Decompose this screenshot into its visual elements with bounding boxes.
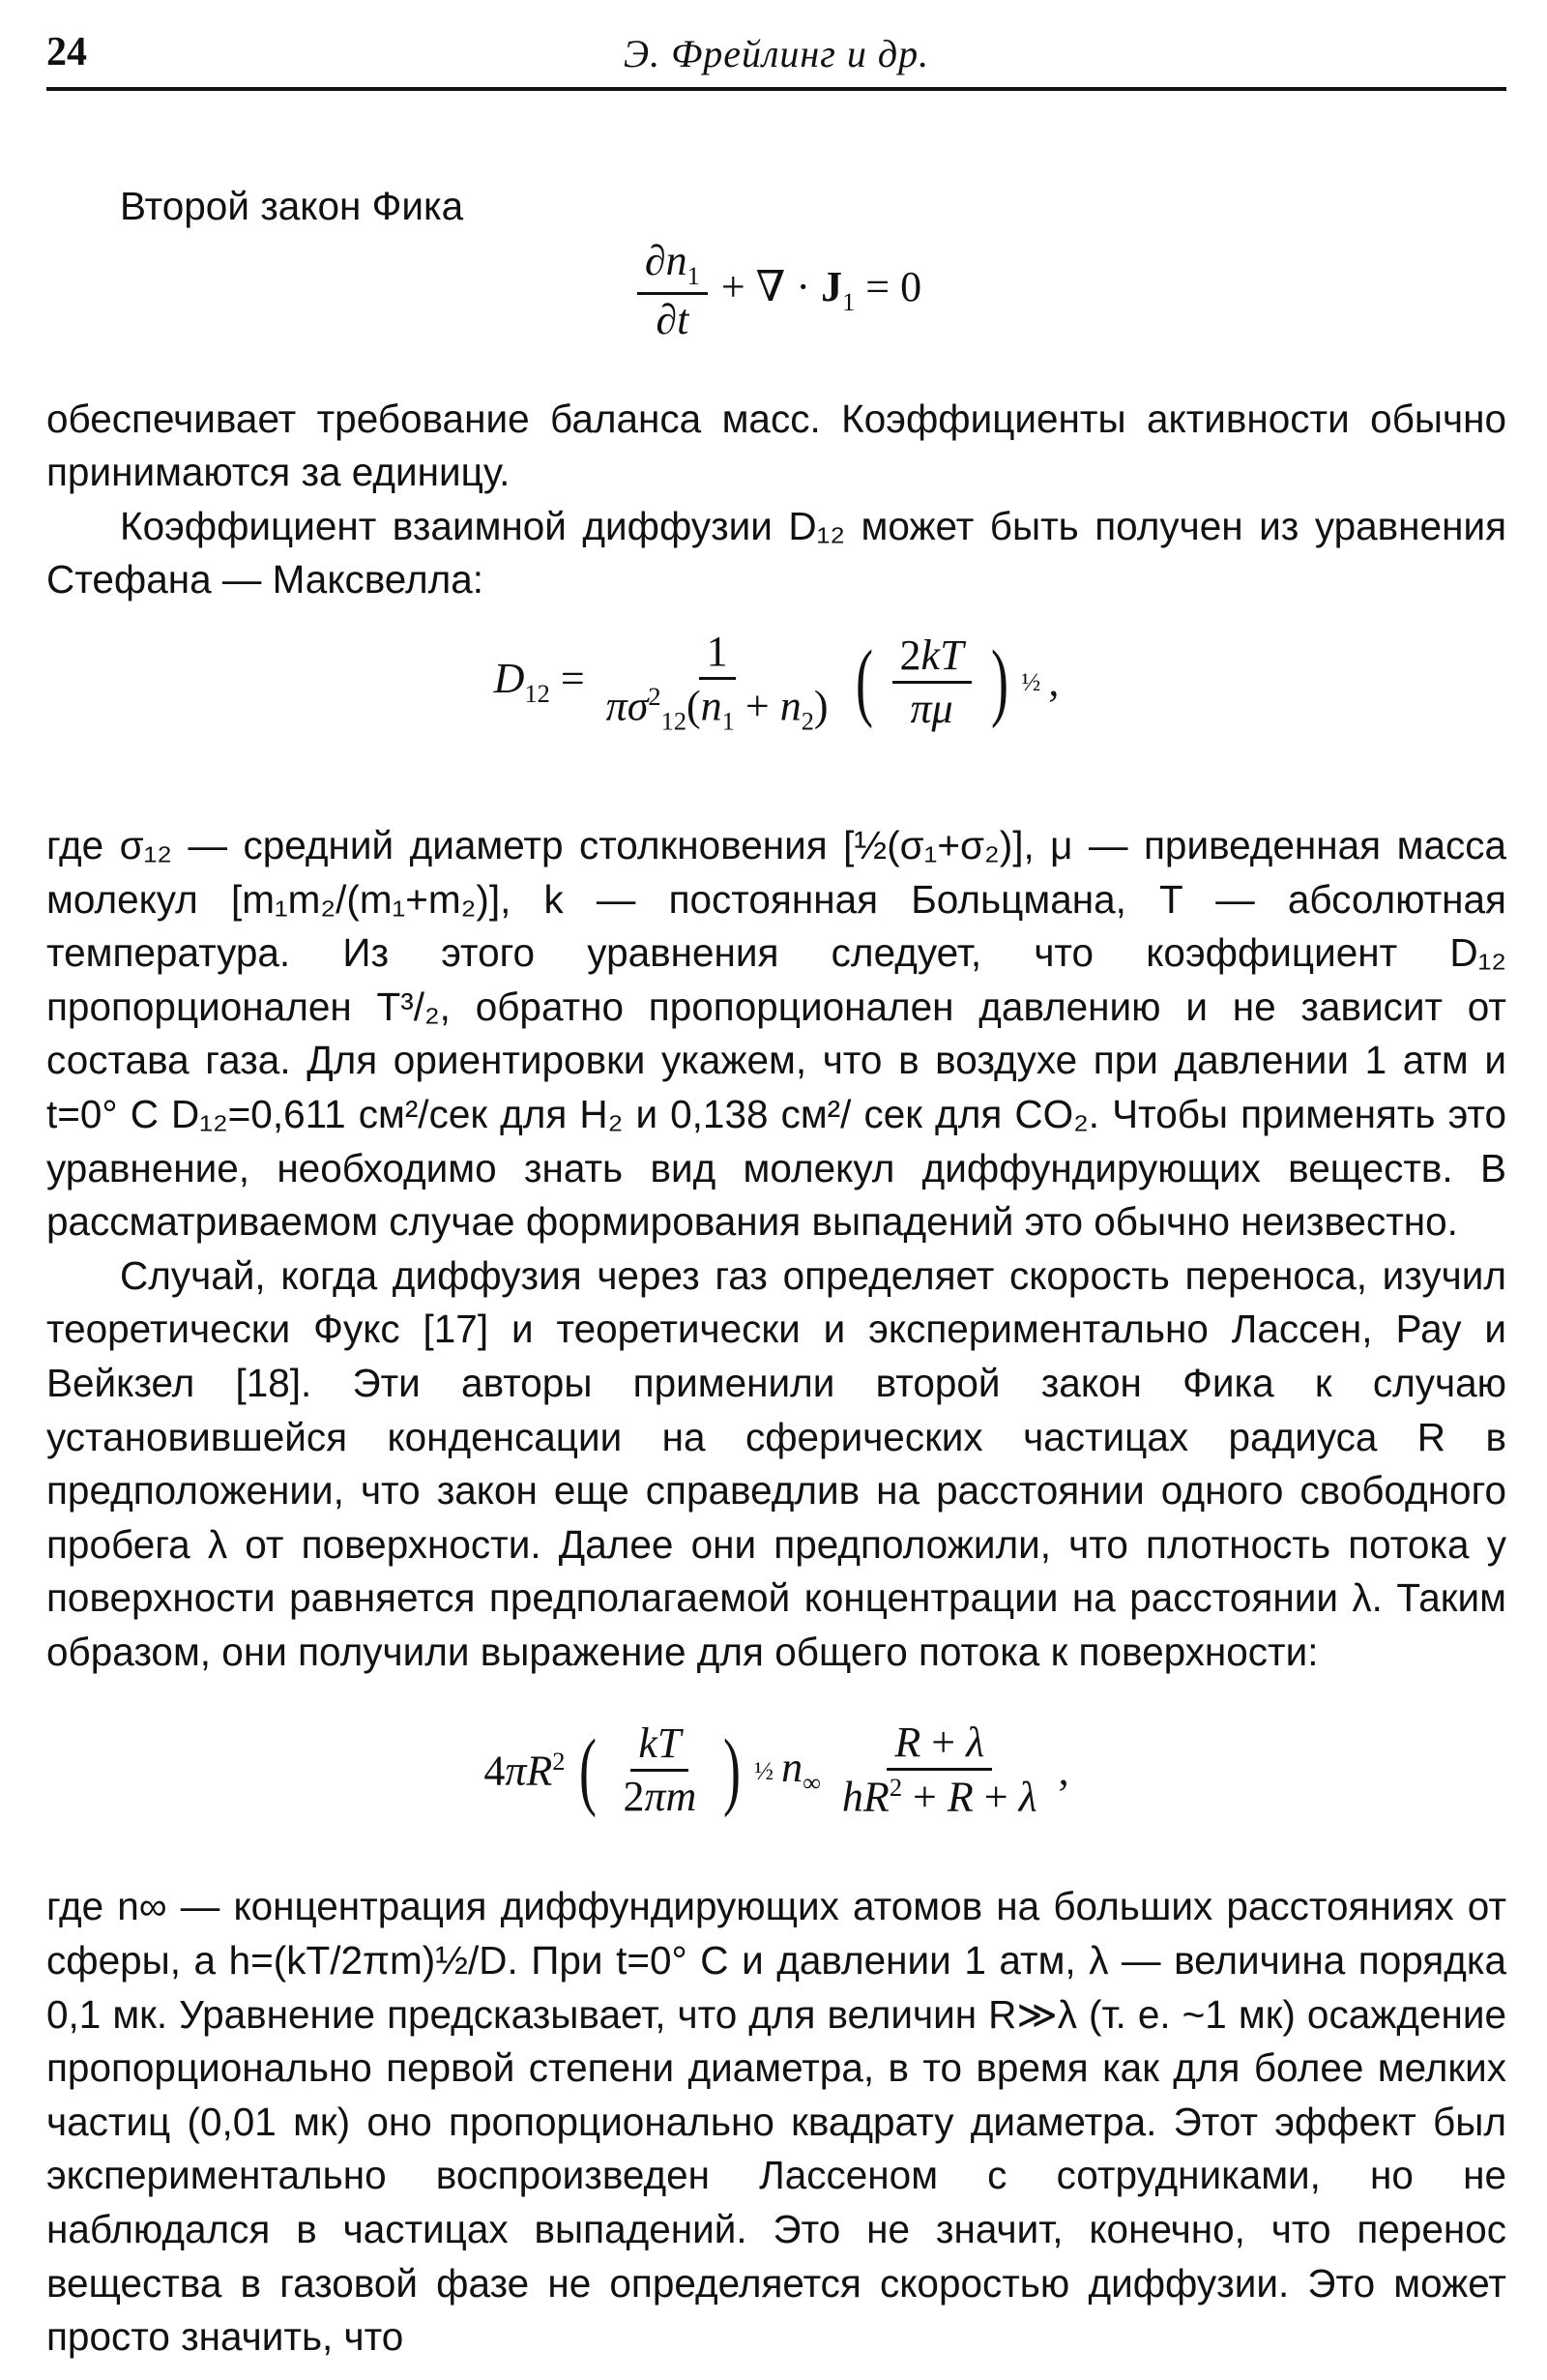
equation-diffusion-coefficient: $D_{12}$ = $\frac{1}{\pi\sigma^2_{12}(n_1 + n_2)}$ ( $\frac{2kT}{\pi\mu}$ ) ½ ,: [493, 627, 1060, 736]
running-title: Э. Фрейлинг и др.: [623, 32, 930, 75]
page-number: 24: [46, 30, 87, 74]
paragraph-1: обеспечивает требование баланса масс. Коэффициенты активности обычно принимаются за единицу.: [46, 396, 1506, 495]
paragraph-5: где n∞ — концентрация диффундирующих атомов на больших расстояниях от сферы, а h=(kT/2πm)½/D. При t=0° C и давлении 1 атм, λ — величина порядка 0,1 мк. Уравнение предсказывает, что для величин R≫λ (т. е. ~1 мк) осаждение пропорционально первой степени диаметра, в то время как для более мелких частиц (0,01 мк) оно пропорционально квадрату диаметра. Этот эффект был экспериментально воспроизведен Лассеном с сотрудниками, но не наблюдался в частицах выпадений. Это не значит, конечно, что перенос вещества в газовой фазе не определяется скоростью диффузии. Это может просто значить, что: [46, 1884, 1506, 2360]
paragraph-3: где σ₁₂ — средний диаметр столкновения [½(σ₁+σ₂)], μ — приведенная масса молекул [m₁m₂/(m₁+m₂)], k — постоянная Больцмана, T — абсолютная температура. Из этого уравнения следует, что коэффициент D₁₂ пропорционален T³/₂, обратно пропорционален давлению и не зависит от состава газа. Для ориентировки укажем, что в воздухе при давлении 1 атм и t=0° C D₁₂=0,611 см²/сек для H₂ и 0,138 см²/ сек для CO₂. Чтобы применять это уравнение, необходимо знать вид молекул диффундирующих веществ. В рассматриваемом случае формирования выпадений это обычно неизвестно.: [46, 822, 1506, 1245]
section-heading: Второй закон Фика: [120, 184, 464, 228]
paragraph-4: Случай, когда диффузия через газ определяет скорость переноса, изучил теоретически Фукс [17] и теоретически и экспериментально Лассен, Рау и Вейкзел [18]. Эти авторы применили второй закон Фика к случаю установившейся конденсации на сферических частицах радиуса R в предположении, что закон еще справедлив на расстоянии одного свободного пробега λ от поверхности. Далее они предположили, что плотность потока у поверхности равняется предполагаемой концентрации на расстоянии λ. Таким образом, они получили выражение для общего потока к поверхности:: [46, 1252, 1506, 1674]
document-page: [46, 29, 1506, 2365]
body-text: [46, 180, 1506, 2365]
running-header: [46, 29, 1506, 91]
paragraph-2: Коэффициент взаимной диффузии D₁₂ может быть получен из уравнения Стефана — Максвелла:: [46, 503, 1506, 602]
equation-total-flux: $4\pi R^2$ ( $\frac{kT}{2\pi m}$ ) ½ $n_\infty$ $\frac{R + \lambda}{hR^2 + R + \lambda}$ ,: [483, 1719, 1069, 1822]
equation-fick-second-law: $\frac{\partial n_1}{\partial t}$ + ∇ · $J_1 = 0$: [46, 240, 1506, 356]
